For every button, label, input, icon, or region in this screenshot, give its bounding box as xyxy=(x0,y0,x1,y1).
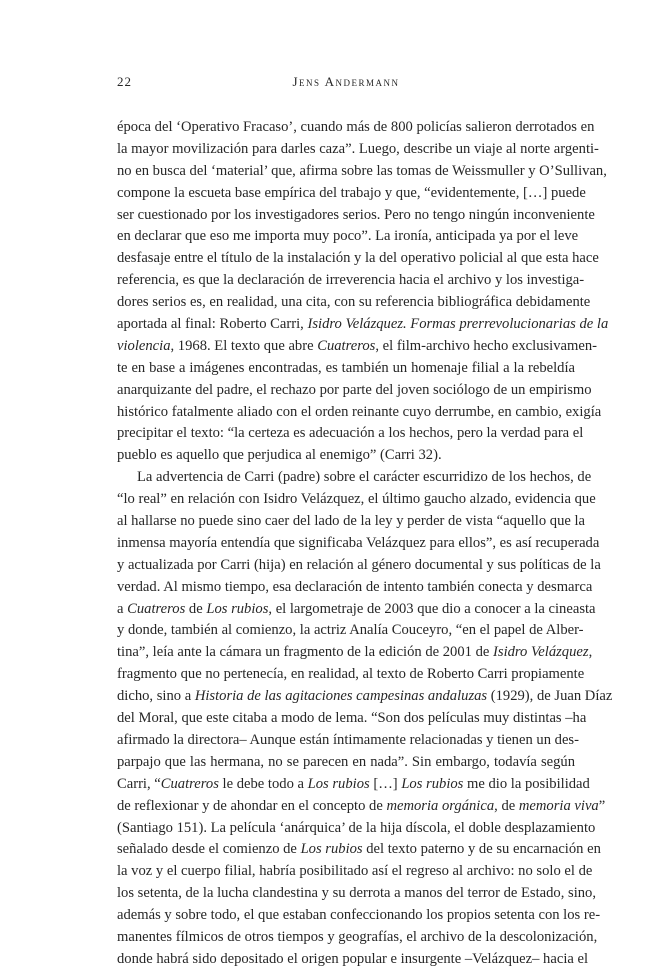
text-line: fragmento que no pertenecía, en realidad, al texto de Roberto Carri propiamente xyxy=(117,666,585,683)
body-text xyxy=(117,117,613,971)
text-line: desfasaje entre el título de la instalación y la del operativo policial al que esta hace xyxy=(117,250,599,267)
text-line: la mayor movilización para darles caza”. Luego, describe un viaje al norte argenti- xyxy=(117,140,599,157)
text-line: precipitar el texto: “la certeza es adecuación a los hechos, pero la verdad para el xyxy=(117,425,584,442)
text-line: pueblo es aquello que perjudica al enemigo” (Carri 32). xyxy=(117,447,442,464)
text-line: a Cuatreros de Los rubios, el largometraje de 2003 que dio a conocer a la cineasta xyxy=(117,600,596,617)
text-line: señalado desde el comienzo de Los rubios del texto paterno y de su encarnación en xyxy=(117,841,601,858)
text-line: tina”, leía ante la cámara un fragmento de la edición de 2001 de Isidro Velázquez, xyxy=(117,644,593,661)
text-line: del Moral, que este citaba a modo de lema. “Son dos películas muy distintas –ha xyxy=(117,710,587,727)
text-line: dicho, sino a Historia de las agitaciones campesinas andaluzas (1929), de Juan Díaz xyxy=(117,688,613,705)
text-line: en declarar que eso me importa muy poco”. La ironía, anticipada ya por el leve xyxy=(117,228,579,245)
text-line: referencia, es que la declaración de irreverencia hacia el archivo y los investiga- xyxy=(117,272,585,289)
page-number: 22 xyxy=(117,74,132,89)
text-line: compone la escueta base empírica del trabajo y que, “evidentemente, […] puede xyxy=(117,184,586,201)
text-line: y actualizada por Carri (hija) en relación al género documental y sus políticas de la xyxy=(117,556,601,573)
text-line: época del ‘Operativo Fracaso’, cuando más de 800 policías salieron derrotados en xyxy=(117,119,595,135)
text-line: Carri, “Cuatreros le debe todo a Los rubios […] Los rubios me dio la posibilidad xyxy=(117,775,590,792)
text-line: aportada al final: Roberto Carri, Isidro Velázquez. Formas prerrevolucionarias de la xyxy=(117,316,609,333)
text-line: donde habrá sido depositado el origen popular e insurgente –Velázquez– hacia el xyxy=(117,950,589,967)
running-head xyxy=(117,74,575,92)
text-line: además y sobre todo, el que estaban confeccionando los propios setenta con los re- xyxy=(117,907,601,924)
text-line: ser cuestionado por los investigadores serios. Pero no tengo ningún inconveniente xyxy=(117,206,595,223)
running-head-author: Jens Andermann xyxy=(292,74,400,89)
text-line: violencia, 1968. El texto que abre Cuatreros, el film-archivo hecho exclusivamen- xyxy=(117,337,598,354)
text-line: te en base a imágenes encontradas, es también un homenaje filial a la rebeldía xyxy=(117,359,575,376)
text-line: La advertencia de Carri (padre) sobre el carácter escurridizo de los hechos, de xyxy=(137,469,592,486)
text-line: “lo real” en relación con Isidro Velázquez, el último gaucho alzado, evidencia que xyxy=(117,491,596,508)
text-line: histórico fatalmente aliado con el orden reinante cuyo derrumbe, en cambio, exigía xyxy=(117,403,602,420)
text-line: no en busca del ‘material’ que, afirma sobre las tomas de Weissmuller y O’Sullivan, xyxy=(117,162,607,179)
text-line: anarquizante del padre, el rechazo por parte del joven sociólogo de un empirismo xyxy=(117,381,592,398)
text-line: parpajo que las hermana, no se parecen en nada”. Sin embargo, todavía según xyxy=(117,753,575,770)
text-line: los setenta, de la lucha clandestina y su derrota a manos del terror de Estado, sino, xyxy=(117,885,597,902)
text-line: al hallarse no puede sino caer del lado de la ley y perder de vista “aquello que la xyxy=(117,513,586,530)
text-line: afirmado la directora– Aunque están íntimamente relacionadas y tienen un des- xyxy=(117,731,579,748)
text-line: la voz y el cuerpo filial, habría posibilitado así el regreso al archivo: no solo el de xyxy=(117,863,593,880)
text-line: inmensa mayoría entendía que significaba Velázquez para ellos”, es así recuperada xyxy=(117,534,600,551)
text-line: manentes fílmicos de otros tiempos y geografías, el archivo de la descolonización, xyxy=(117,928,598,945)
text-line: y donde, también al comienzo, la actriz Analía Couceyro, “en el papel de Alber- xyxy=(117,622,584,639)
text-line: dores serios es, en realidad, una cita, con su referencia bibliográfica debidamente xyxy=(117,294,591,311)
text-line: verdad. Al mismo tiempo, esa declaración de intento también conecta y desmarca xyxy=(117,578,593,595)
text-line: de reflexionar y de ahondar en el concepto de memoria orgánica, de memoria viva” xyxy=(117,797,606,814)
text-line: (Santiago 151). La película ‘anárquica’ de la hija díscola, el doble desplazamiento xyxy=(117,819,596,836)
